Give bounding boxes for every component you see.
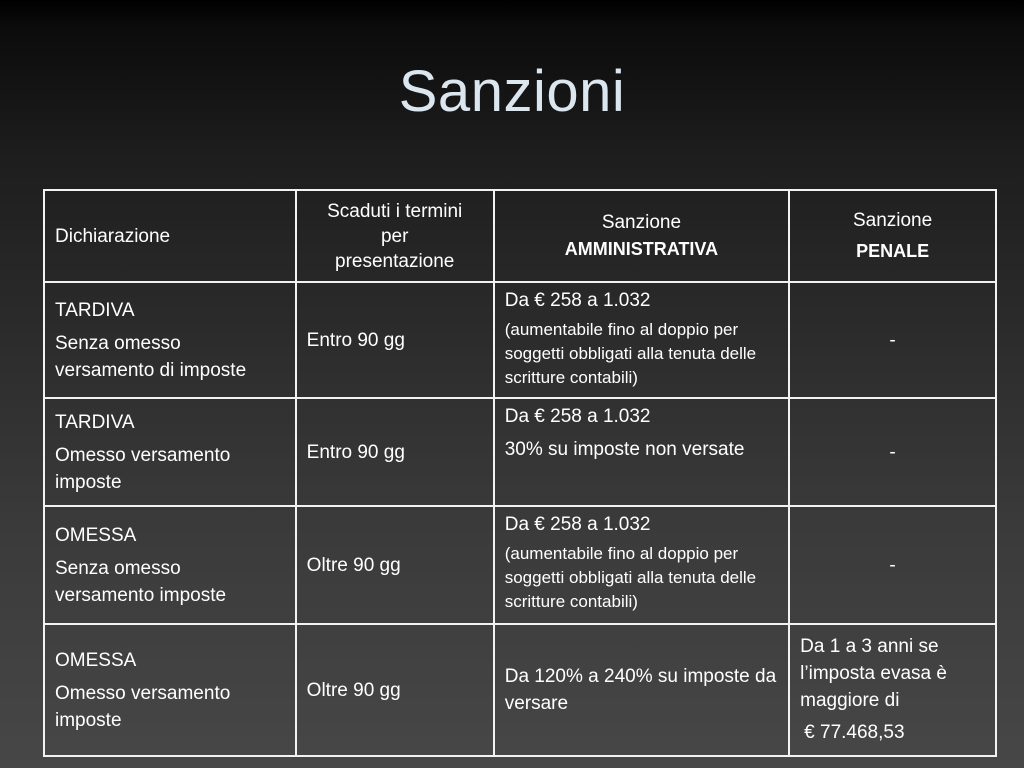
decl-desc: Senza omesso versamento di imposte bbox=[55, 332, 247, 381]
cell-penal bbox=[789, 624, 996, 756]
table-row bbox=[44, 282, 996, 398]
cell-dichiarazione bbox=[44, 506, 296, 624]
header-dichiarazione bbox=[44, 190, 296, 282]
admin-note: (aumentabile fino al doppio per soggetti obbligati alla tenuta delle scritture contabili) bbox=[504, 320, 757, 387]
decl-desc: Senza omesso versamento imposte bbox=[55, 557, 227, 606]
decl-desc: Omesso versamento imposte bbox=[55, 444, 231, 493]
cell-penal: - bbox=[789, 282, 996, 398]
admin-main: Da € 258 a 1.032 bbox=[504, 406, 651, 427]
decl-title: OMESSA bbox=[55, 649, 137, 671]
penal-amount: € 77.468,53 bbox=[804, 722, 905, 743]
table-row bbox=[44, 398, 996, 506]
decl-title: TARDIVA bbox=[55, 299, 135, 321]
cell-admin: Da 120% a 240% su imposte da versare bbox=[494, 624, 789, 756]
header-dichiarazione-label: Dichiarazione bbox=[55, 225, 171, 247]
cell-terms: Oltre 90 gg bbox=[296, 624, 494, 756]
header-scaduti-termini bbox=[296, 190, 494, 282]
decl-desc: Omesso versamento imposte bbox=[55, 682, 231, 731]
cell-admin bbox=[494, 398, 789, 506]
admin-note: 30% su imposte non versate bbox=[504, 439, 745, 460]
header-scaduti-line1: Scaduti i termini bbox=[327, 200, 463, 222]
cell-admin bbox=[494, 506, 789, 624]
header-sanzione-penale bbox=[789, 190, 996, 282]
header-amministrativa-line2: AMMINISTRATIVA bbox=[564, 239, 719, 259]
header-scaduti-line2: per bbox=[380, 225, 409, 247]
header-amministrativa-line1: Sanzione bbox=[601, 212, 682, 233]
header-sanzione-amministrativa bbox=[494, 190, 789, 282]
cell-dichiarazione bbox=[44, 398, 296, 506]
decl-title: TARDIVA bbox=[55, 411, 135, 433]
slide-title: Sanzioni bbox=[398, 59, 626, 124]
cell-penal: - bbox=[789, 506, 996, 624]
header-penale-line1: Sanzione bbox=[852, 210, 933, 231]
admin-main: Da € 258 a 1.032 bbox=[504, 290, 651, 311]
cell-terms: Oltre 90 gg bbox=[296, 506, 494, 624]
decl-title: OMESSA bbox=[55, 524, 137, 546]
cell-dichiarazione bbox=[44, 624, 296, 756]
table-row bbox=[44, 506, 996, 624]
cell-penal: - bbox=[789, 398, 996, 506]
header-penale-line2: PENALE bbox=[856, 241, 930, 261]
penal-main: Da 1 a 3 anni se l’imposta evasa è maggiore di bbox=[800, 636, 947, 711]
cell-dichiarazione bbox=[44, 282, 296, 398]
admin-note: (aumentabile fino al doppio per soggetti obbligati alla tenuta delle scritture contabili) bbox=[504, 544, 757, 611]
table-row bbox=[44, 624, 996, 756]
cell-admin bbox=[494, 282, 789, 398]
cell-terms: Entro 90 gg bbox=[296, 282, 494, 398]
header-scaduti-line3: presentazione bbox=[335, 250, 455, 272]
admin-main: Da € 258 a 1.032 bbox=[504, 514, 651, 535]
cell-terms: Entro 90 gg bbox=[296, 398, 494, 506]
table-header-row bbox=[44, 190, 996, 282]
sanctions-table bbox=[43, 189, 997, 757]
